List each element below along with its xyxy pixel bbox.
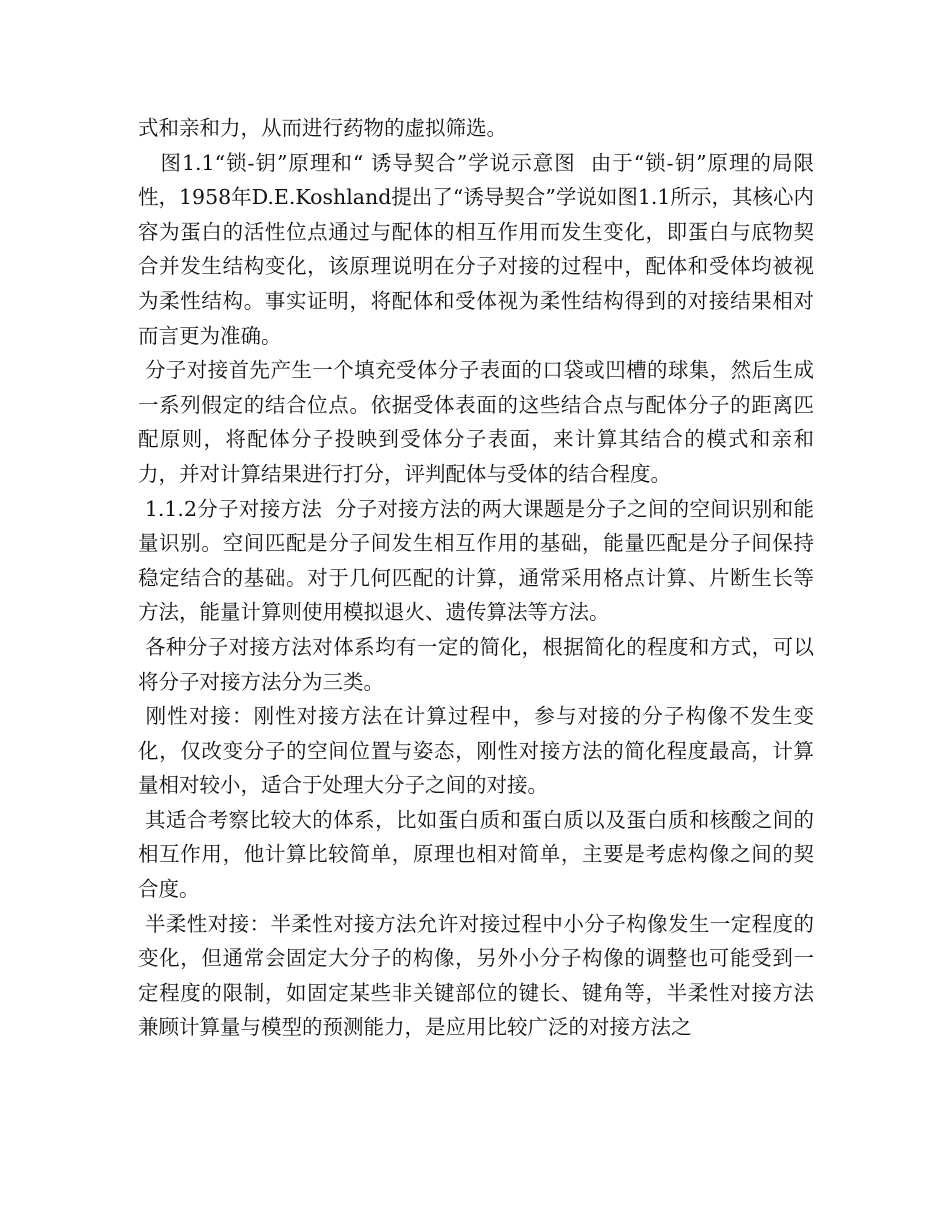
paragraph-6: 刚性对接：刚性对接方法在计算过程中，参与对接的分子构像不发生变化，仅改变分子的空间位置与姿态，刚性对接方法的简化程度最高，计算量相对较小，适合于处理大分子之间的对接。 (138, 704, 814, 798)
paragraph-5: 各种分子对接方法对体系均有一定的简化，根据简化的程度和方式，可以将分子对接方法分为三类。 (138, 634, 814, 694)
paragraph-7: 其适合考察比较大的体系，比如蛋白质和蛋白质以及蛋白质和核酸之间的相互作用，他计算比较简单，原理也相对简单，主要是考虑构像之间的契合度。 (138, 807, 814, 902)
paragraph-4: 1.1.2分子对接方法 分子对接方法的两大课题是分子之间的空间识别和能量识别。空间匹配是分子间发生相互作用的基础，能量匹配是分子间保持稳定结合的基础。对于几何匹配的计算，通常采用格点计算、片断生长等方法，能量计算则使用模拟退火、遗传算法等方法。 (138, 496, 814, 625)
paragraph-3: 分子对接首先产生一个填充受体分子表面的口袋或凹槽的球集，然后生成一系列假定的结合位点。依据受体表面的这些结合点与配体分子的距离匹配原则，将配体分子投映到受体分子表面，来计算其结合的模式和亲和力，并对计算结果进行打分，评判配体与受体的结合程度。 (138, 358, 814, 486)
document-page (138, 111, 814, 1045)
paragraph-1: 式和亲和力，从而进行药物的虚拟筛选。 (138, 116, 507, 140)
paragraph-8: 半柔性对接：半柔性对接方法允许对接过程中小分子构像发生一定程度的变化，但通常会固定大分子的构像，另外小分子构像的调整也可能受到一定程度的限制，如固定某些非关键部位的键长、键角等，半柔性对接方法兼顾计算量与模型的预测能力，是应用比较广泛的对接方法之 (138, 911, 814, 1040)
paragraph-2: 图1.1“锁-钥”原理和“ 诱导契合”学说示意图 由于“锁-钥”原理的局限性，1958年D.E.Koshland提出了“诱导契合”学说如图1.1所示，其核心内容为蛋白的活性位点通过与配体的相互作用而发生变化，即蛋白与底物契合并发生结构变化，该原理说明在分子对接的过程中，配体和受体均被视为柔性结构。事实证明，将配体和受体视为柔性结构得到的对接结果相对而言更为准确。 (138, 150, 814, 348)
